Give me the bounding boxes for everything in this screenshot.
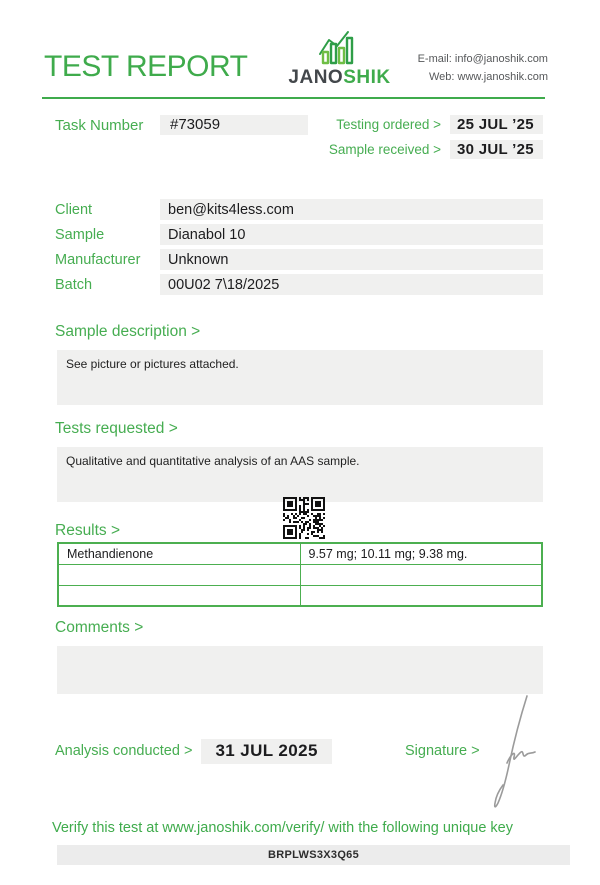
verify-instruction: Verify this test at www.janoshik.com/verify/ with the following unique key xyxy=(52,820,513,836)
batch-row xyxy=(55,274,543,295)
tests-requested-heading: Tests requested > xyxy=(55,420,178,437)
sample-info-fields xyxy=(55,199,543,295)
client-row xyxy=(55,199,543,220)
table-row xyxy=(58,585,542,606)
header-divider xyxy=(42,97,545,99)
results-heading: Results > xyxy=(55,522,121,539)
sample-label: Sample xyxy=(55,227,105,243)
email-value: info@janoshik.com xyxy=(454,53,548,65)
manufacturer-row xyxy=(55,249,543,270)
result-substance: Methandienone xyxy=(58,543,300,564)
contact-info xyxy=(418,50,548,86)
result-value: 9.57 mg; 10.11 mg; 9.38 mg. xyxy=(300,543,542,564)
contact-email-line xyxy=(418,50,548,68)
testing-ordered-label: Testing ordered > xyxy=(336,117,441,132)
task-and-dates xyxy=(55,115,543,165)
results-table xyxy=(57,542,543,607)
email-label: E-mail: xyxy=(417,53,452,65)
task-number-row xyxy=(55,115,308,165)
handwritten-signature xyxy=(483,693,555,811)
web-value: www.janoshik.com xyxy=(457,71,548,84)
sample-received-row xyxy=(329,140,543,159)
client-label: Client xyxy=(55,202,93,218)
tests-requested-box: Qualitative and quantitative analysis of an AAS sample. xyxy=(57,447,543,502)
qr-code xyxy=(283,497,325,539)
table-row xyxy=(58,564,542,585)
sample-value: Dianabol 10 xyxy=(160,224,543,245)
task-number-value: #73059 xyxy=(160,115,308,135)
comments-box xyxy=(57,646,543,694)
comments-heading: Comments > xyxy=(55,619,144,636)
manufacturer-value: Unknown xyxy=(160,249,543,270)
brand-name-green: SHIK xyxy=(343,67,391,88)
batch-value: 00U02 7\18/2025 xyxy=(160,274,543,295)
results-header xyxy=(55,502,543,542)
manufacturer-label: Manufacturer xyxy=(55,252,141,268)
sample-row xyxy=(55,224,543,245)
result-value xyxy=(300,564,542,585)
batch-label: Batch xyxy=(55,277,93,293)
header xyxy=(0,0,600,89)
sample-received-label: Sample received > xyxy=(328,142,441,157)
contact-web-line xyxy=(418,68,548,86)
dates-block xyxy=(329,115,543,165)
testing-ordered-row xyxy=(329,115,543,134)
unique-key: BRPLWS3X3Q65 xyxy=(57,845,570,865)
analysis-signature-row xyxy=(55,738,543,764)
result-substance xyxy=(58,585,300,606)
result-substance xyxy=(58,564,300,585)
bar-chart-logo-icon xyxy=(318,30,362,66)
sample-description-heading: Sample description > xyxy=(55,323,201,340)
page-title: TEST REPORT xyxy=(44,50,248,83)
brand-name xyxy=(288,67,390,89)
client-value: ben@kits4less.com xyxy=(160,199,543,220)
task-number-label: Task Number xyxy=(55,117,144,134)
sample-received-value: 30 JUL ’25 xyxy=(450,140,543,159)
sample-description-box: See picture or pictures attached. xyxy=(57,350,543,405)
web-label: Web: xyxy=(428,71,455,84)
result-value xyxy=(300,585,542,606)
table-row xyxy=(58,543,542,564)
brand-name-dark: JANO xyxy=(288,67,344,88)
analysis-conducted-label: Analysis conducted > xyxy=(55,743,193,759)
analysis-conducted-date: 31 JUL 2025 xyxy=(201,739,331,764)
brand-logo xyxy=(288,30,390,89)
testing-ordered-value: 25 JUL ’25 xyxy=(450,115,543,134)
signature-label: Signature > xyxy=(405,743,480,759)
